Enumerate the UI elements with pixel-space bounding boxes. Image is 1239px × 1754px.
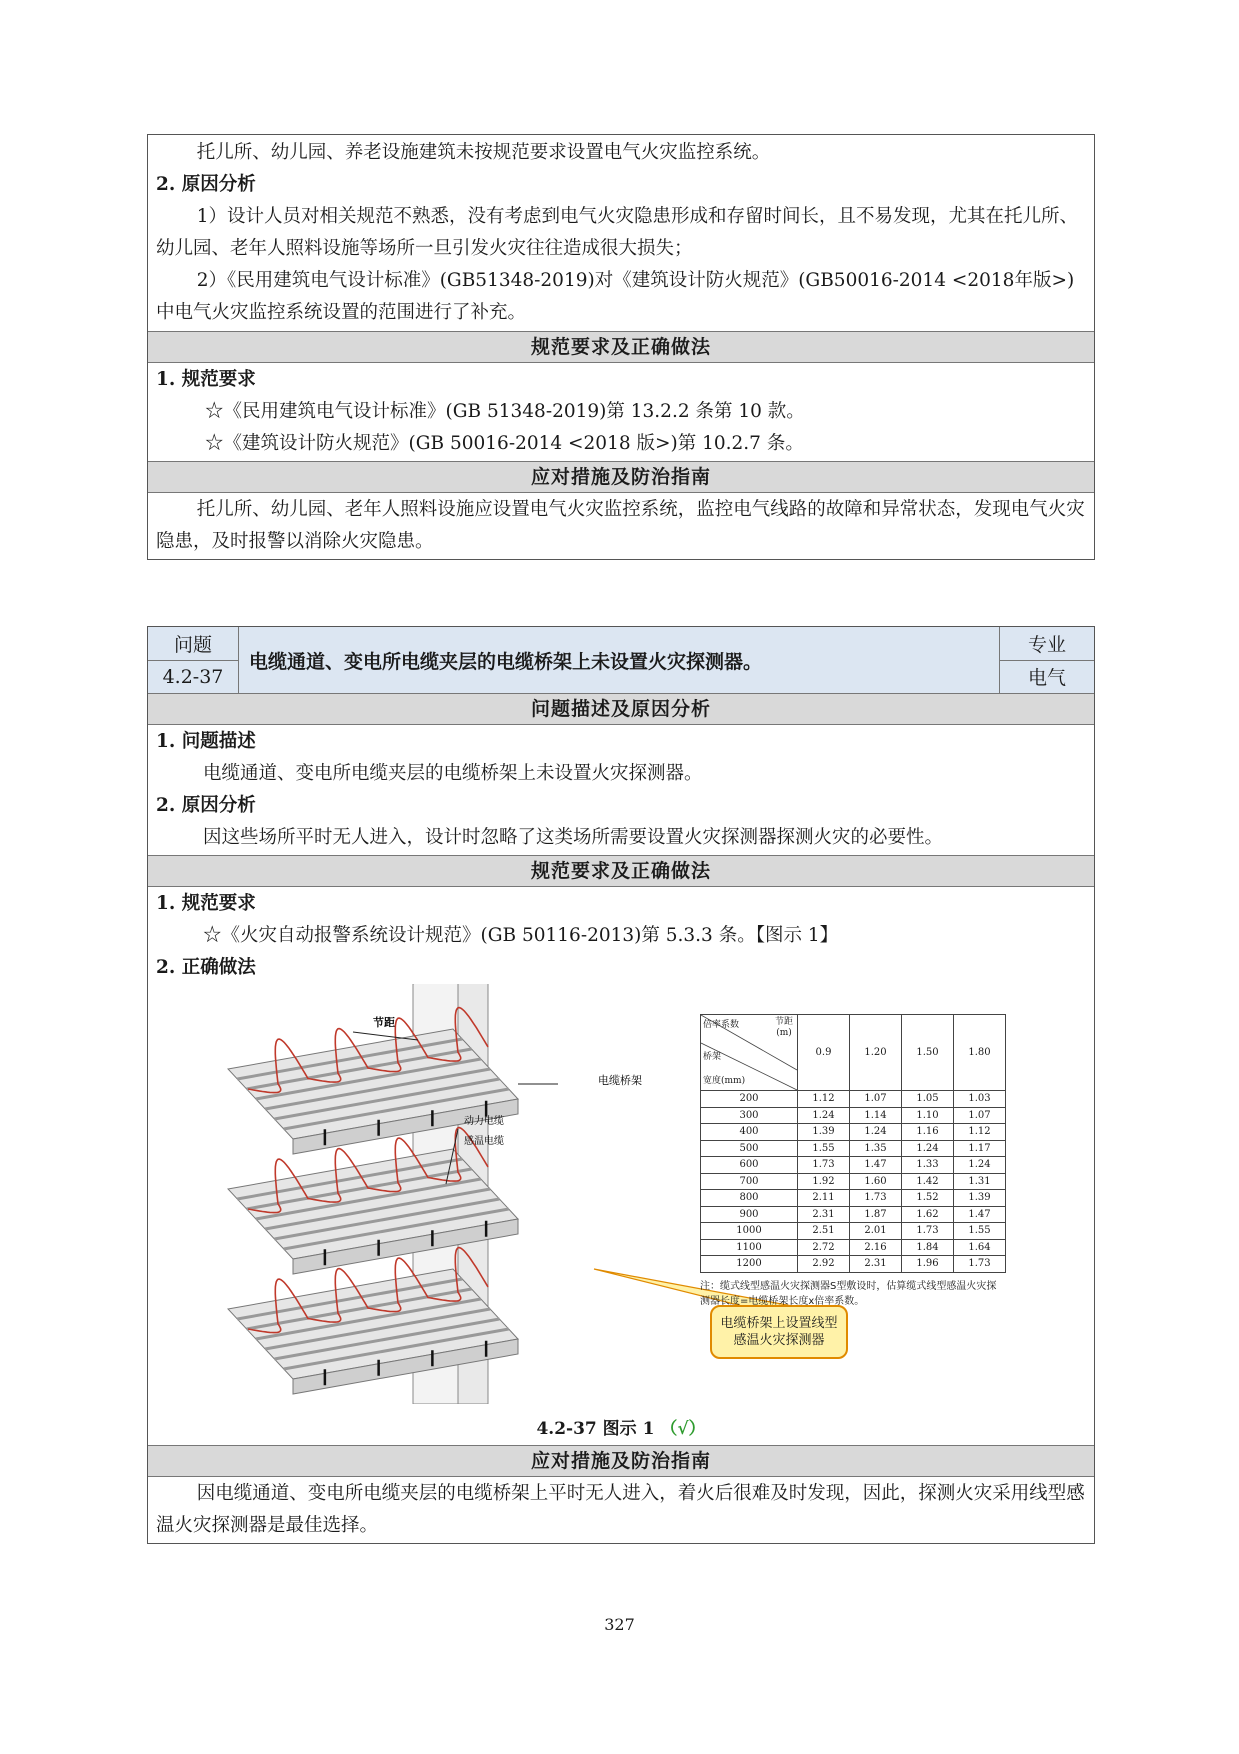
issue-title: 电缆通道、变电所电缆夹层的电缆桥架上未设置火灾探测器。 bbox=[249, 650, 763, 673]
section-header-guide: 应对措施及防治指南 bbox=[148, 1446, 1094, 1477]
requirements-section bbox=[148, 887, 1094, 1446]
ratio-row-width: 300 bbox=[701, 1107, 798, 1124]
figure-area bbox=[148, 984, 1094, 1414]
ratio-cell: 1.52 bbox=[902, 1190, 954, 1207]
col-header: 1.80 bbox=[954, 1015, 1006, 1091]
ratio-cell: 1.03 bbox=[954, 1091, 1006, 1108]
ratio-cell: 1.17 bbox=[954, 1140, 1006, 1157]
ratio-table-row bbox=[701, 1157, 1006, 1174]
ratio-cell: 1.24 bbox=[798, 1107, 850, 1124]
description-heading: 1. 问题描述 bbox=[156, 731, 256, 752]
requirements-heading: 1. 规范要求 bbox=[156, 893, 256, 914]
page-number: 327 bbox=[604, 1615, 635, 1634]
ratio-row-width: 900 bbox=[701, 1206, 798, 1223]
requirements-section bbox=[148, 363, 1094, 462]
ratio-table-row bbox=[701, 1239, 1006, 1256]
issue-header bbox=[148, 627, 1094, 694]
ratio-cell: 1.47 bbox=[954, 1206, 1006, 1223]
ratio-cell: 1.10 bbox=[902, 1107, 954, 1124]
ratio-table-row bbox=[701, 1140, 1006, 1157]
corner-bottom: 宽度(mm) bbox=[703, 1076, 746, 1086]
ratio-cell: 1.24 bbox=[902, 1140, 954, 1157]
section-header-requirements: 规范要求及正确做法 bbox=[148, 332, 1094, 363]
callout-text: 电缆桥架上设置线型感温火灾探测器 bbox=[720, 1316, 838, 1348]
ratio-cell: 2.01 bbox=[850, 1223, 902, 1240]
ratio-table-row bbox=[701, 1223, 1006, 1240]
ratio-row-width: 600 bbox=[701, 1157, 798, 1174]
ratio-cell: 1.12 bbox=[798, 1091, 850, 1108]
ratio-cell: 1.73 bbox=[798, 1157, 850, 1174]
ratio-cell: 1.39 bbox=[954, 1190, 1006, 1207]
ratio-cell: 1.62 bbox=[902, 1206, 954, 1223]
ratio-row-width: 400 bbox=[701, 1124, 798, 1141]
cause-heading: 2. 原因分析 bbox=[156, 795, 256, 816]
ratio-table-note: 注：缆式线型感温火灾探测器S型敷设时，估算缆式线型感温火灾探测器长度=电缆桥架长度x倍率系数。 bbox=[700, 1280, 997, 1307]
ratio-cell: 1.87 bbox=[850, 1206, 902, 1223]
ratio-cell: 1.12 bbox=[954, 1124, 1006, 1141]
tray-label: 电缆桥架 bbox=[598, 1074, 642, 1087]
ratio-cell: 1.31 bbox=[954, 1173, 1006, 1190]
cause-item-1: 1）设计人员对相关规范不熟悉，没有考虑到电气火灾隐患形成和存留时间长，且不易发现，尤其在托儿所、幼儿园、老年人照料设施等场所一旦引发火灾往往造成很大损失； bbox=[156, 206, 1078, 259]
ratio-cell: 1.42 bbox=[902, 1173, 954, 1190]
ratio-cell: 1.64 bbox=[954, 1239, 1006, 1256]
power-cable-label: 动力电缆 bbox=[464, 1116, 504, 1127]
ratio-cell: 1.47 bbox=[850, 1157, 902, 1174]
ratio-table bbox=[700, 1014, 1006, 1273]
ratio-cell: 1.24 bbox=[954, 1157, 1006, 1174]
requirement-text: ☆《火灾自动报警系统设计规范》(GB 50116-2013)第 5.3.3 条。【图示 1】 bbox=[203, 925, 839, 946]
ratio-row-width: 1200 bbox=[701, 1256, 798, 1273]
ratio-cell: 2.16 bbox=[850, 1239, 902, 1256]
description-text: 电缆通道、变电所电缆夹层的电缆桥架上未设置火灾探测器。 bbox=[203, 763, 703, 784]
ratio-cell: 1.96 bbox=[902, 1256, 954, 1273]
requirements-heading: 1. 规范要求 bbox=[156, 369, 256, 390]
col-header: 0.9 bbox=[798, 1015, 850, 1091]
ratio-cell: 1.84 bbox=[902, 1239, 954, 1256]
ratio-cell: 1.33 bbox=[902, 1157, 954, 1174]
ratio-cell: 2.72 bbox=[798, 1239, 850, 1256]
ratio-table-row bbox=[701, 1190, 1006, 1207]
ratio-table-row bbox=[701, 1173, 1006, 1190]
ratio-cell: 1.14 bbox=[850, 1107, 902, 1124]
corner-top: 倍率系数 bbox=[703, 1020, 740, 1030]
major-value: 电气 bbox=[1027, 667, 1066, 690]
ratio-cell: 2.31 bbox=[850, 1256, 902, 1273]
ratio-cell: 1.60 bbox=[850, 1173, 902, 1190]
issue-table bbox=[147, 626, 1095, 1544]
ratio-cell: 1.55 bbox=[954, 1223, 1006, 1240]
corner-mid: 桥架 bbox=[703, 1052, 722, 1062]
practice-heading: 2. 正确做法 bbox=[156, 957, 256, 978]
ratio-cell: 2.11 bbox=[798, 1190, 850, 1207]
guide-text: 因电缆通道、变电所电缆夹层的电缆桥架上平时无人进入，着火后很难及时发现，因此，探测火灾采用线型感温火灾探测器是最佳选择。 bbox=[156, 1483, 1085, 1536]
ratio-cell: 1.24 bbox=[850, 1124, 902, 1141]
ratio-table-row bbox=[701, 1256, 1006, 1273]
section-header-guide: 应对措施及防治指南 bbox=[148, 462, 1094, 493]
ratio-table-row bbox=[701, 1107, 1006, 1124]
ratio-row-width: 1000 bbox=[701, 1223, 798, 1240]
pitch-label: 节距 bbox=[373, 1016, 395, 1029]
ratio-cell: 2.92 bbox=[798, 1256, 850, 1273]
section-header-description: 问题描述及原因分析 bbox=[148, 694, 1094, 725]
ratio-cell: 1.73 bbox=[954, 1256, 1006, 1273]
ratio-table-row bbox=[701, 1124, 1006, 1141]
issue-label: 问题 bbox=[148, 627, 238, 661]
major-label: 专业 bbox=[1000, 627, 1094, 661]
description-section bbox=[148, 725, 1094, 856]
ratio-cell: 1.92 bbox=[798, 1173, 850, 1190]
previous-issue-table bbox=[147, 134, 1095, 560]
ratio-row-width: 1100 bbox=[701, 1239, 798, 1256]
ratio-table-row bbox=[701, 1206, 1006, 1223]
ratio-row-width: 200 bbox=[701, 1091, 798, 1108]
corner-right: 节距(m) bbox=[774, 1017, 793, 1038]
ratio-row-width: 700 bbox=[701, 1173, 798, 1190]
problem-statement: 托儿所、幼儿园、养老设施建筑未按规范要求设置电气火灾监控系统。 bbox=[196, 142, 771, 163]
col-header: 1.50 bbox=[902, 1015, 954, 1091]
guide-text: 托儿所、幼儿园、老年人照料设施应设置电气火灾监控系统，监控电气线路的故障和异常状态，发现电气火灾隐患，及时报警以消除火灾隐患。 bbox=[156, 499, 1085, 552]
col-header: 1.20 bbox=[850, 1015, 902, 1091]
cause-text: 因这些场所平时无人进入，设计时忽略了这类场所需要设置火灾探测器探测火灾的必要性。 bbox=[203, 827, 944, 848]
ratio-cell: 1.07 bbox=[954, 1107, 1006, 1124]
ratio-cell: 1.05 bbox=[902, 1091, 954, 1108]
ratio-table-wrap bbox=[700, 1014, 1006, 1309]
ratio-row-width: 800 bbox=[701, 1190, 798, 1207]
ratio-cell: 1.07 bbox=[850, 1091, 902, 1108]
ratio-cell: 2.31 bbox=[798, 1206, 850, 1223]
cause-heading: 2. 原因分析 bbox=[156, 174, 256, 195]
check-mark: （√） bbox=[660, 1419, 706, 1439]
cause-item-2: 2）《民用建筑电气设计标准》(GB51348-2019)对《建筑设计防火规范》(GB50016-2014 <2018年版>)中电气火灾监控系统设置的范围进行了补充。 bbox=[156, 270, 1075, 323]
guide-section bbox=[148, 1477, 1094, 1543]
figure-caption bbox=[148, 1414, 1094, 1444]
ratio-cell: 1.39 bbox=[798, 1124, 850, 1141]
requirement-item-1: ☆《民用建筑电气设计标准》(GB 51348-2019)第 13.2.2 条第 10 款。 bbox=[205, 401, 805, 422]
callout-box bbox=[710, 1305, 848, 1359]
ratio-cell: 1.16 bbox=[902, 1124, 954, 1141]
ratio-cell: 1.73 bbox=[850, 1190, 902, 1207]
requirement-item-2: ☆《建筑设计防火规范》(GB 50016-2014 <2018 版>)第 10.2.7 条。 bbox=[205, 433, 804, 454]
ratio-cell: 2.51 bbox=[798, 1223, 850, 1240]
ratio-cell: 1.55 bbox=[798, 1140, 850, 1157]
section-header-requirements: 规范要求及正确做法 bbox=[148, 856, 1094, 887]
sensor-cable-label: 感温电缆 bbox=[464, 1136, 504, 1147]
ratio-table-corner bbox=[701, 1015, 798, 1091]
ratio-cell: 1.35 bbox=[850, 1140, 902, 1157]
guide-section bbox=[148, 493, 1094, 559]
ratio-cell: 1.73 bbox=[902, 1223, 954, 1240]
issue-number: 4.2-37 bbox=[162, 665, 224, 688]
ratio-row-width: 500 bbox=[701, 1140, 798, 1157]
problem-text-section bbox=[148, 135, 1094, 332]
caption-text: 4.2-37 图示 1 bbox=[536, 1419, 655, 1439]
ratio-table-row bbox=[701, 1091, 1006, 1108]
